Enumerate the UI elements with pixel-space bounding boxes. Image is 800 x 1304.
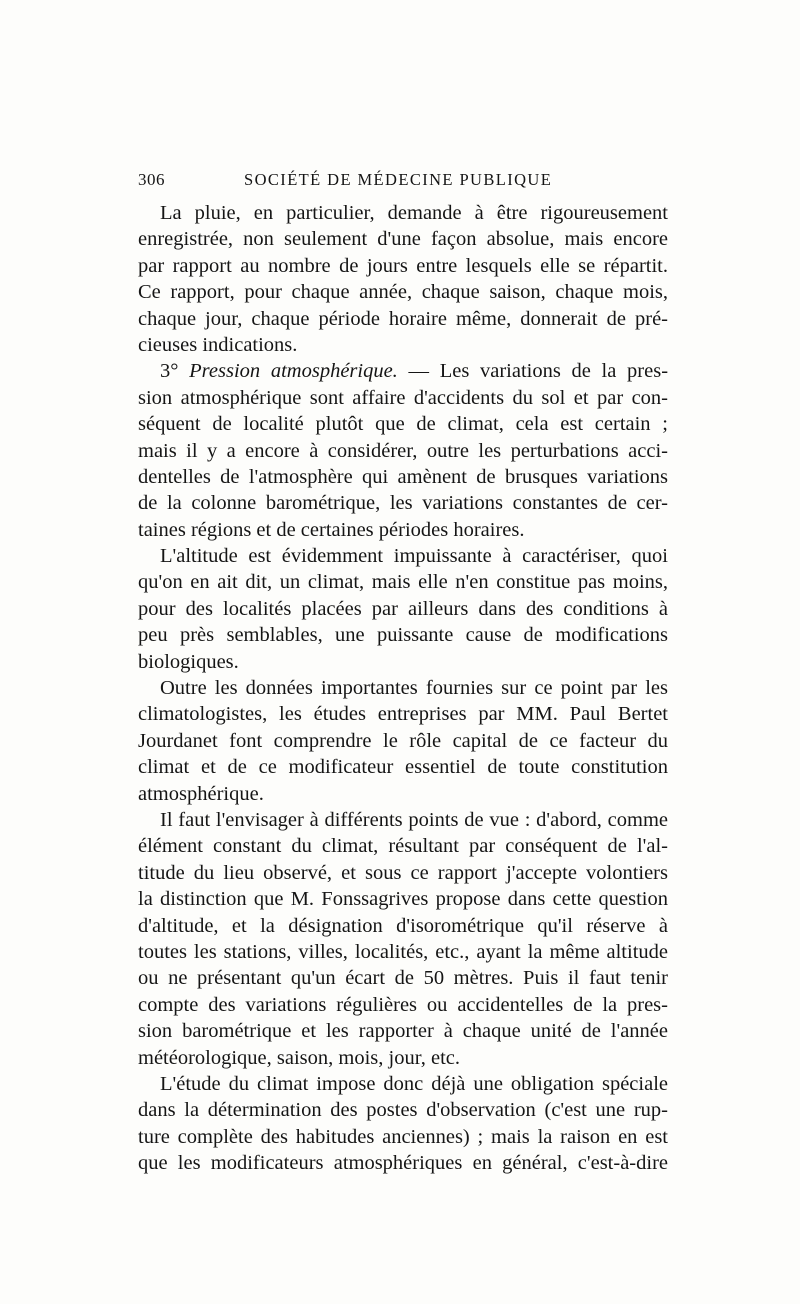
text-line: peu près semblables, une puissante cause de modifications (138, 624, 668, 647)
text-line: toutes les stations, villes, localités, etc., ayant la même altitude (138, 940, 668, 963)
text-line: d'altitude, et la désignation d'isorométrique qu'il réserve à (138, 914, 668, 937)
text-line: climat et de ce modificateur essentiel de toute constitution (138, 756, 668, 779)
text-line: la distinction que M. Fonssagrives propose dans cette question (138, 888, 668, 911)
text-line: ture complète des habitudes anciennes) ; mais la raison en est (138, 1125, 668, 1148)
text-line: enregistrée, non seulement d'une façon absolue, mais encore (138, 228, 668, 251)
text-line: L'altitude est évidemment impuissante à caractériser, quoi (160, 545, 668, 568)
text-line: mais il y a encore à considérer, outre les perturbations acci- (138, 439, 668, 462)
text-line: sion barométrique et les rapporter à chaque unité de l'année (138, 1020, 668, 1043)
paragraph-pressure (138, 358, 668, 543)
paragraph-altitude (138, 543, 668, 675)
running-title: SOCIÉTÉ DE MÉDECINE PUBLIQUE (244, 170, 553, 189)
text-line: compte des variations régulières ou accidentelles de la pres- (138, 993, 668, 1016)
section-heading-line (138, 358, 668, 384)
text-line: que les modificateurs atmosphériques en général, c'est-à-dire (138, 1152, 668, 1175)
text-line: titude du lieu observé, et sous ce rapport j'accepte volontiers (138, 861, 668, 884)
text-line: météorologique, saison, mois, jour, etc. (138, 1046, 460, 1069)
text-line: de la colonne barométrique, les variations constantes de cer- (138, 492, 668, 515)
text-line: sion atmosphérique sont affaire d'accidents du sol et par con- (138, 386, 668, 409)
text-line: Ce rapport, pour chaque année, chaque saison, chaque mois, (138, 281, 668, 304)
page-number: 306 (138, 170, 165, 189)
text-line: Il faut l'envisager à différents points de vue : d'abord, comme (160, 808, 668, 831)
page-header (138, 170, 668, 200)
text-line: La pluie, en particulier, demande à être rigoureusement (160, 202, 668, 224)
text-line: dentelles de l'atmosphère qui amènent de brusques variations (138, 465, 668, 488)
text-line: biologiques. (138, 650, 239, 673)
text-line: séquent de localité plutôt que de climat, cela est certain ; (138, 413, 668, 436)
paragraph-climatologists (138, 675, 668, 807)
text-line: qu'on en ait dit, un climat, mais elle n'en constitue pas moins, (138, 571, 668, 594)
paragraph-rain (138, 200, 668, 358)
text-line: taines régions et de certaines périodes horaires. (138, 518, 525, 541)
text-line: dans la détermination des postes d'observation (c'est une rup- (138, 1099, 668, 1122)
section-number: 3° (160, 360, 179, 383)
text-line: Jourdanet font comprendre le rôle capital de ce facteur du (138, 729, 668, 752)
text-line: cieuses indications. (138, 333, 298, 356)
section-title: Pression atmosphérique. (189, 360, 398, 383)
text-line: Outre les données importantes fournies sur ce point par les (160, 677, 668, 700)
text-line: L'étude du climat impose donc déjà une obligation spéciale (160, 1072, 668, 1095)
paragraph-viewpoints (138, 807, 668, 1071)
text-line: pour des localités placées par ailleurs dans des conditions à (138, 597, 668, 620)
paragraph-climate-study (138, 1071, 668, 1177)
body-text (138, 200, 668, 1176)
text-line: élément constant du climat, résultant par conséquent de l'al- (138, 835, 668, 858)
section-first-line-text: — Les variations de la pres- (408, 360, 669, 383)
text-line: atmosphérique. (138, 782, 264, 805)
text-line: ou ne présentant qu'un écart de 50 mètres. Puis il faut tenir (138, 967, 668, 990)
text-line: chaque jour, chaque période horaire même, donnerait de pré- (138, 307, 668, 330)
text-line: par rapport au nombre de jours entre lesquels elle se répartit. (138, 254, 668, 277)
text-line: climatologistes, les études entreprises par MM. Paul Bertet (138, 703, 668, 726)
